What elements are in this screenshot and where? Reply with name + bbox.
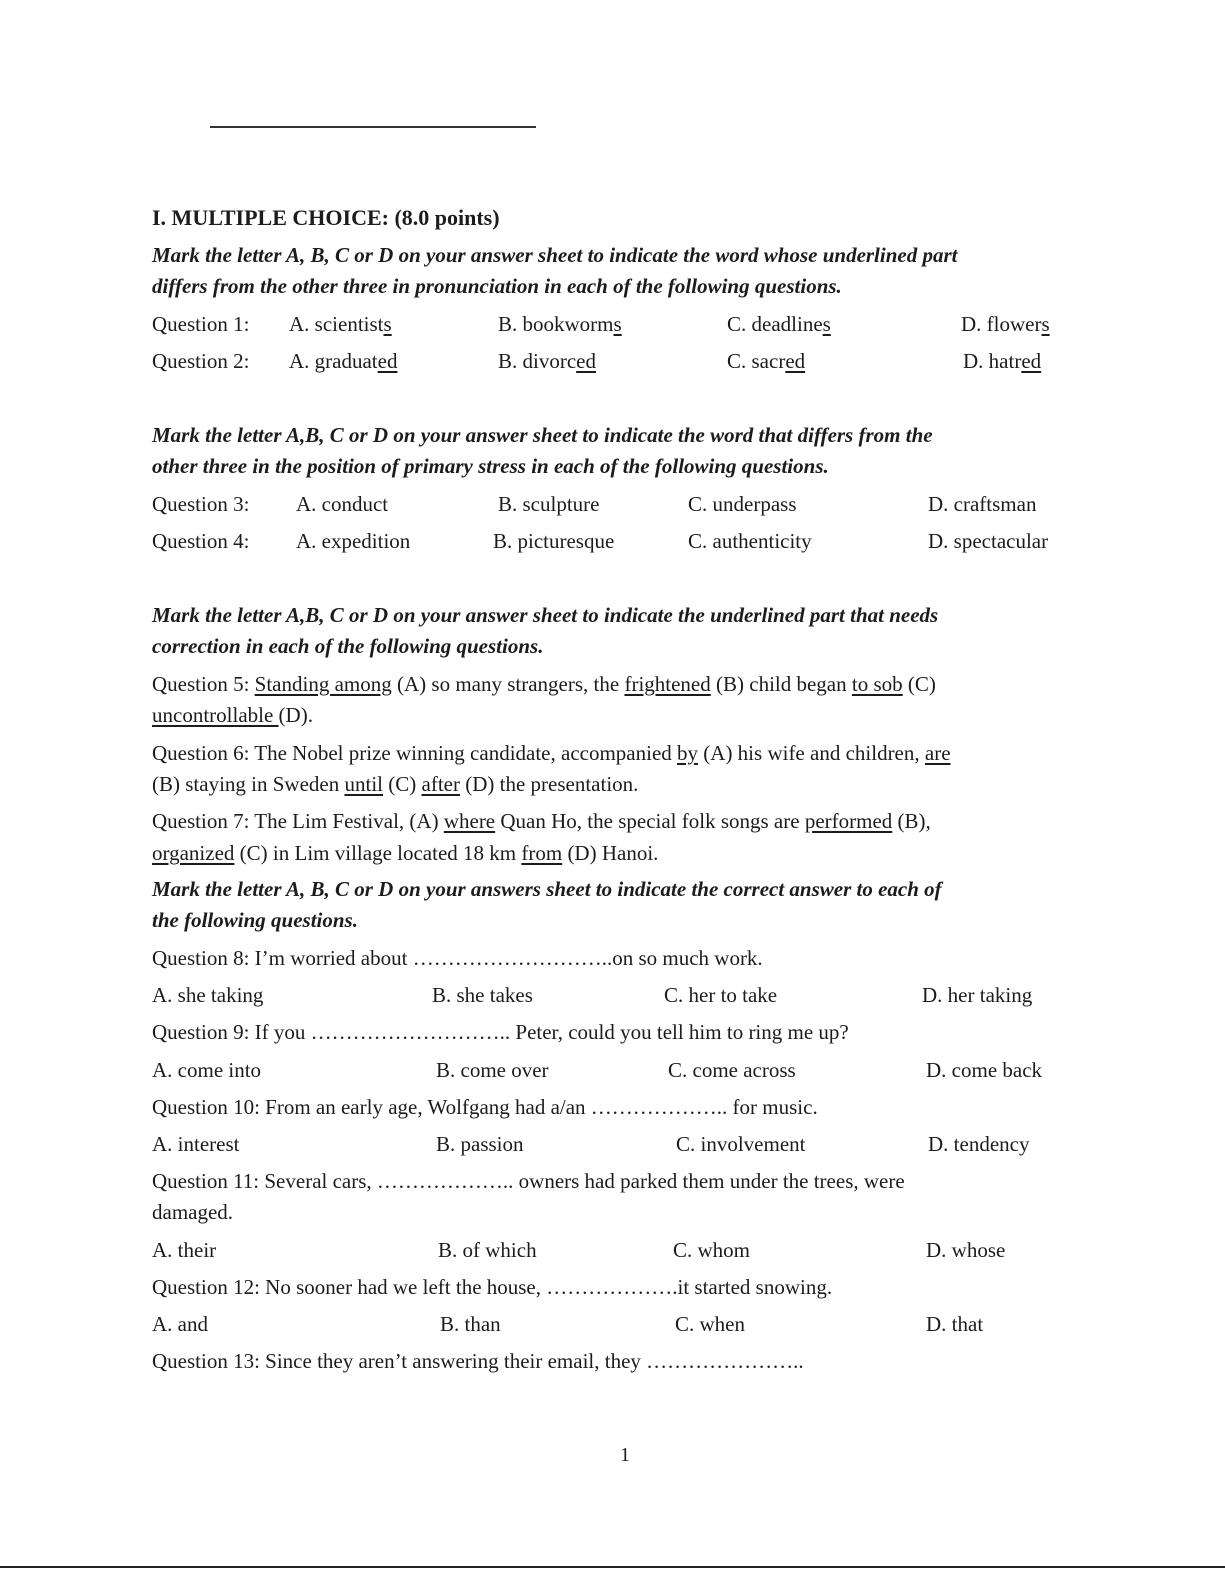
underlined-part: s — [383, 312, 392, 336]
option-b[interactable]: B. divorced — [498, 349, 596, 373]
instruction-correction-line2: correction in each of the following questions. — [152, 634, 544, 658]
option-d[interactable]: D. her taking — [922, 983, 1033, 1007]
question-label: Question 2: — [152, 349, 250, 373]
option-b[interactable]: B. she takes — [432, 983, 533, 1007]
question-label: Question 4: — [152, 529, 250, 553]
underlined-part-a[interactable]: by — [677, 741, 699, 765]
option-c[interactable]: C. involvement — [676, 1132, 806, 1156]
instruction-pronunciation-line2: differs from the other three in pronunciation in each of the following questions. — [152, 274, 842, 298]
instruction-correction-line1: Mark the letter A,B, C or D on your answer sheet to indicate the underlined part that needs — [152, 603, 939, 627]
question-line: organized (C) in Lim village located 18 km from (D) Hanoi. — [152, 841, 659, 865]
underlined-part: ed — [1021, 349, 1042, 373]
option-a[interactable]: A. come into — [152, 1058, 262, 1082]
option-b[interactable]: B. of which — [438, 1238, 537, 1262]
underlined-part: ed — [785, 349, 806, 373]
option-a[interactable]: A. graduated — [289, 349, 398, 373]
option-b[interactable]: B. than — [440, 1312, 501, 1336]
question-stem-continued: damaged. — [152, 1200, 234, 1224]
footer-rule — [0, 1566, 1225, 1568]
underlined-part-d[interactable]: uncontrollable — [152, 703, 279, 727]
option-c[interactable]: C. when — [675, 1312, 745, 1336]
question-stem: Question 13: Since they aren’t answering their email, they ………………….. — [152, 1349, 804, 1373]
option-b[interactable]: B. passion — [436, 1132, 524, 1156]
option-d[interactable]: D. spectacular — [928, 529, 1049, 553]
option-d[interactable]: D. come back — [926, 1058, 1043, 1082]
underlined-part-b[interactable]: frightened — [624, 672, 711, 696]
header-rule — [210, 126, 536, 128]
instruction-answer-line1: Mark the letter A, B, C or D on your answers sheet to indicate the correct answer to each of — [152, 877, 942, 901]
option-b[interactable]: B. sculpture — [498, 492, 600, 516]
option-c[interactable]: C. whom — [673, 1238, 751, 1262]
option-a[interactable]: A. their — [152, 1238, 217, 1262]
option-d[interactable]: D. flowers — [961, 312, 1050, 336]
underlined-part: ed — [576, 349, 596, 373]
underlined-part-a[interactable]: where — [443, 809, 496, 833]
section-title: I. MULTIPLE CHOICE: (8.0 points) — [152, 205, 500, 230]
option-c[interactable]: C. come across — [668, 1058, 796, 1082]
option-c[interactable]: C. her to take — [664, 983, 778, 1007]
instruction-stress-line2: other three in the position of primary stress in each of the following questions. — [152, 454, 829, 478]
underlined-part-a[interactable]: Standing among — [254, 672, 392, 696]
question-stem: Question 9: If you ……………………….. Peter, could you tell him to ring me up? — [152, 1020, 849, 1044]
underlined-part-c[interactable]: organized — [152, 841, 235, 865]
question-line: Question 7: The Lim Festival, (A) where Quan Ho, the special folk songs are performed (B), — [152, 809, 931, 833]
question-stem: Question 11: Several cars, ……………….. owners had parked them under the trees, were — [152, 1169, 905, 1193]
underlined-part-c[interactable]: to sob — [851, 672, 903, 696]
underlined-part-b[interactable]: are — [924, 741, 951, 765]
question-label: Question 1: — [152, 312, 250, 336]
instruction-answer-line2: the following questions. — [152, 908, 358, 932]
option-c[interactable]: C. sacred — [727, 349, 806, 373]
option-b[interactable]: B. come over — [436, 1058, 549, 1082]
option-a[interactable]: A. scientists — [289, 312, 392, 336]
question-line: Question 6: The Nobel prize winning candidate, accompanied by (A) his wife and children, are — [152, 741, 951, 765]
page-number: 1 — [620, 1444, 630, 1466]
instruction-pronunciation-line1: Mark the letter A, B, C or D on your answer sheet to indicate the word whose underlined part — [152, 243, 958, 267]
option-b[interactable]: B. picturesque — [493, 529, 615, 553]
question-stem: Question 12: No sooner had we left the house, ……………….it started snowing. — [152, 1275, 833, 1299]
underlined-part-d[interactable]: from — [521, 841, 563, 865]
underlined-part: s — [613, 312, 622, 336]
option-c[interactable]: C. authenticity — [688, 529, 812, 553]
option-a[interactable]: A. she taking — [152, 983, 264, 1007]
option-d[interactable]: D. whose — [926, 1238, 1006, 1262]
question-line: (B) staying in Sweden until (C) after (D) the presentation. — [152, 772, 639, 796]
option-a[interactable]: A. and — [152, 1312, 208, 1336]
option-b[interactable]: B. bookworms — [498, 312, 622, 336]
option-a[interactable]: A. interest — [152, 1132, 240, 1156]
option-c[interactable]: C. underpass — [688, 492, 797, 516]
option-d[interactable]: D. tendency — [928, 1132, 1030, 1156]
option-d[interactable]: D. that — [926, 1312, 984, 1336]
question-label: Question 3: — [152, 492, 250, 516]
question-stem: Question 10: From an early age, Wolfgang had a/an ……………….. for music. — [152, 1095, 818, 1119]
option-a[interactable]: A. expedition — [296, 529, 411, 553]
option-d[interactable]: D. craftsman — [928, 492, 1037, 516]
underlined-part: ed — [377, 349, 398, 373]
underlined-part-c[interactable]: until — [344, 772, 383, 796]
question-line: Question 5: Standing among (A) so many strangers, the frightened (B) child began to sob (C) — [152, 672, 936, 696]
question-stem: Question 8: I’m worried about ………………………..on so much work. — [152, 946, 763, 970]
underlined-part: s — [822, 312, 831, 336]
underlined-part-b[interactable]: performed — [804, 809, 893, 833]
question-line: uncontrollable (D). — [152, 703, 313, 727]
underlined-part-d[interactable]: after — [421, 772, 460, 796]
instruction-stress-line1: Mark the letter A,B, C or D on your answer sheet to indicate the word that differs from the — [152, 423, 933, 447]
option-c[interactable]: C. deadlines — [727, 312, 831, 336]
option-d[interactable]: D. hatred — [963, 349, 1042, 373]
option-a[interactable]: A. conduct — [296, 492, 389, 516]
underlined-part: s — [1041, 312, 1050, 336]
